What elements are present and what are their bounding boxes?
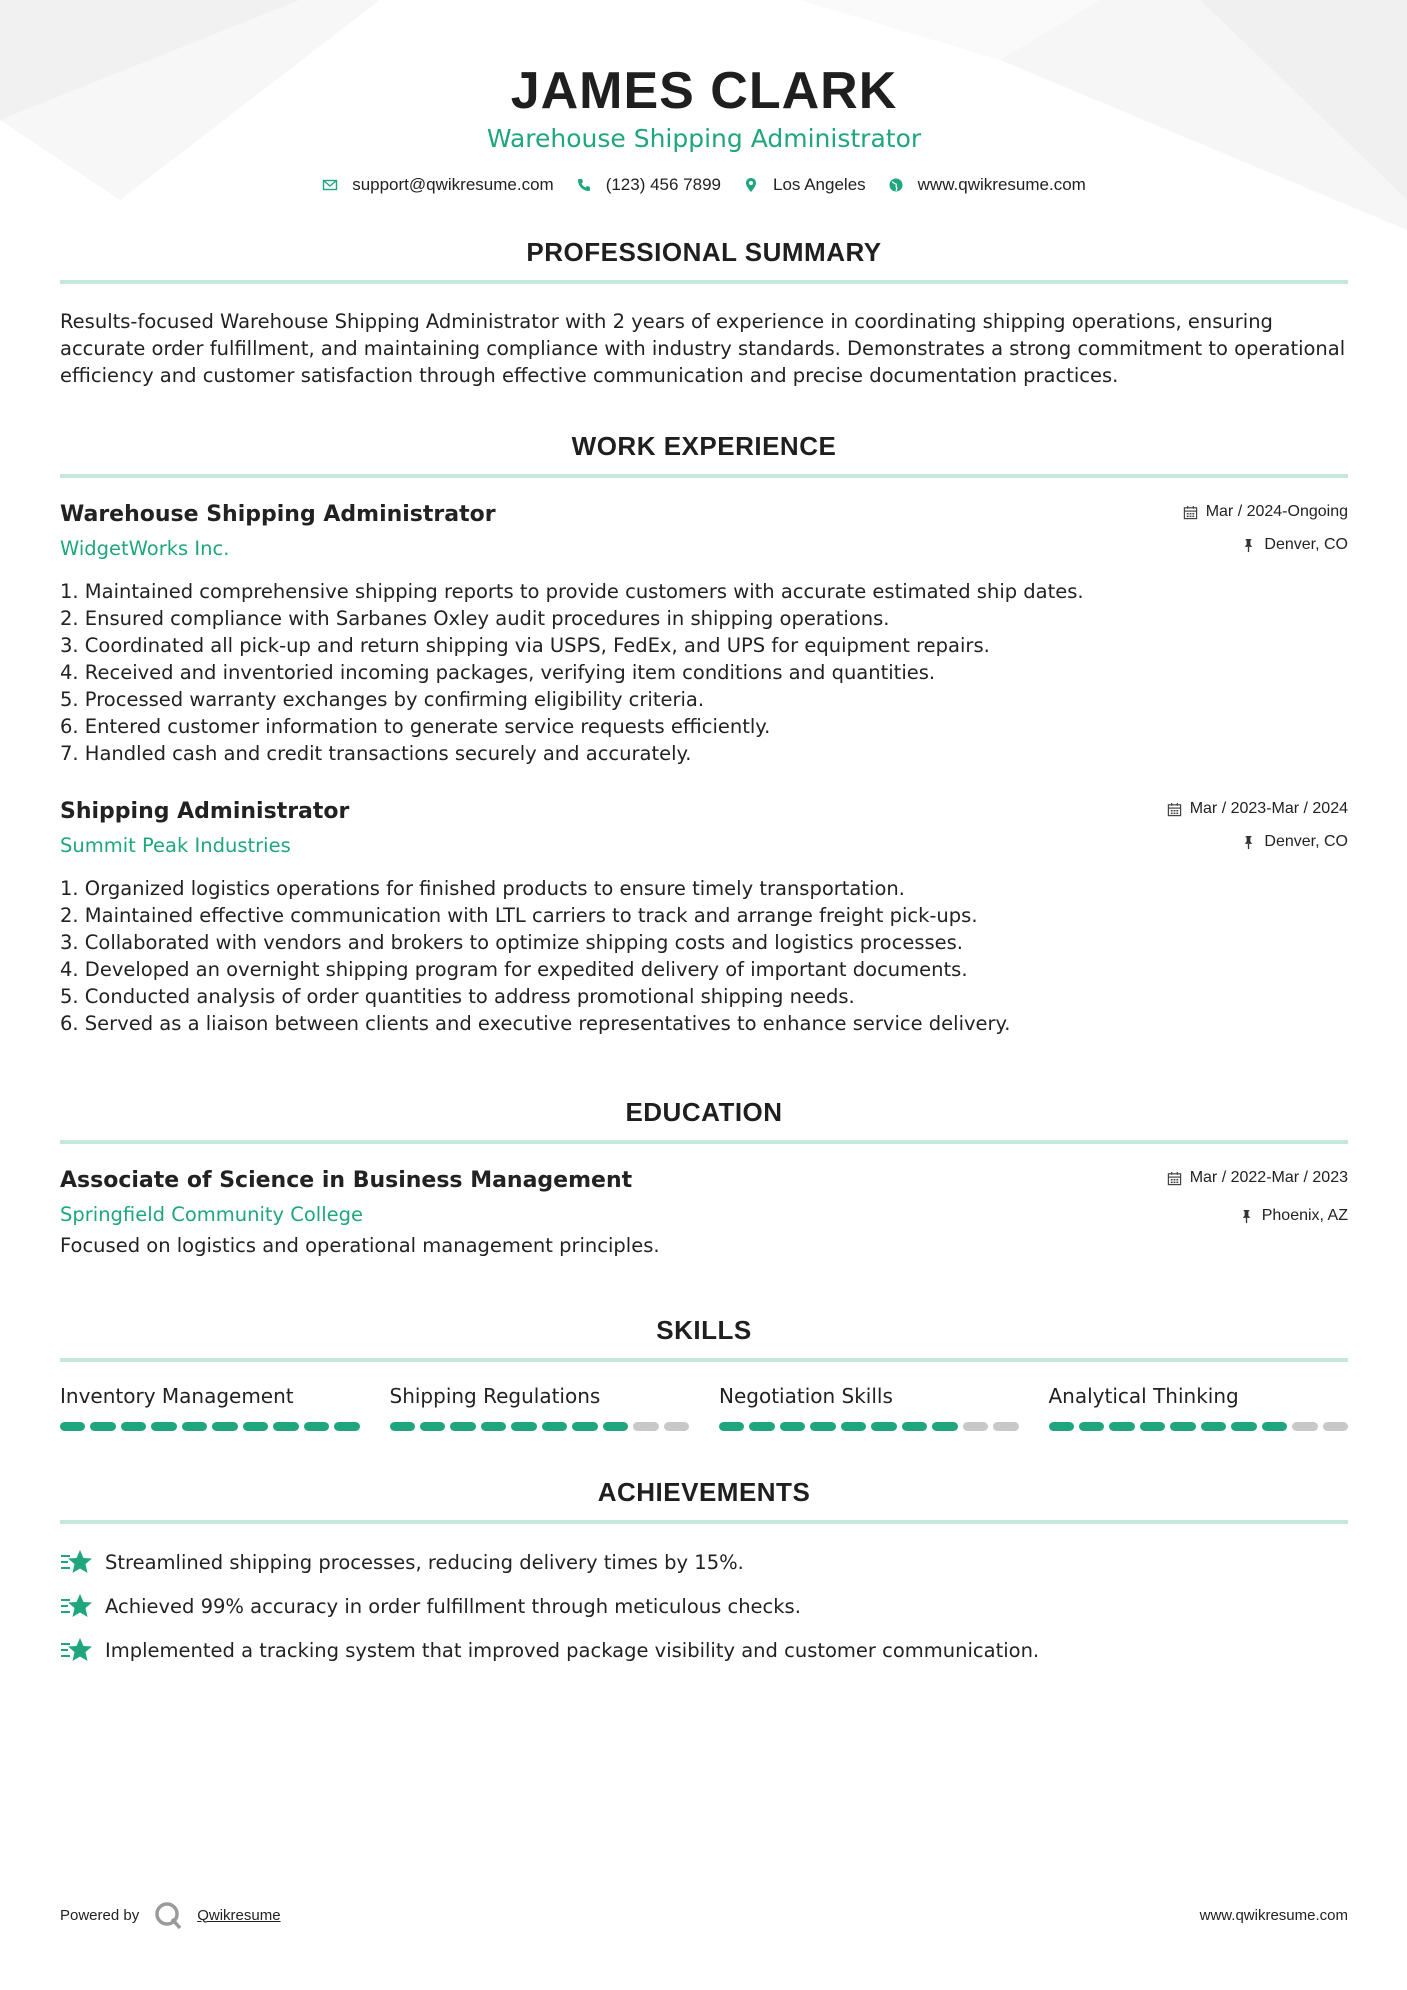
resume-header	[60, 0, 1348, 195]
list-item: 4. Developed an overnight shipping program for expedited delivery of important documents.	[60, 958, 968, 981]
map-marker-icon	[743, 177, 759, 193]
calendar-icon	[1167, 1171, 1182, 1186]
skill-segment-filled	[390, 1422, 415, 1431]
skill-segment-filled	[90, 1422, 115, 1431]
star-badge-icon	[60, 1636, 93, 1664]
email-text: support@qwikresume.com	[352, 175, 554, 194]
achievement-item	[60, 1548, 1348, 1576]
globe-icon	[888, 177, 904, 193]
skill-level-bar	[719, 1422, 1019, 1431]
job-location-text: Denver, CO	[1264, 536, 1348, 553]
job-bullets	[60, 875, 1348, 1037]
skill-segment-empty	[633, 1422, 658, 1431]
skill-segment-filled	[932, 1422, 957, 1431]
education-location-text: Phoenix, AZ	[1261, 1207, 1348, 1224]
page-footer	[60, 1900, 1348, 1930]
footer-website[interactable]: www.qwikresume.com	[1199, 1906, 1348, 1924]
candidate-role: Warehouse Shipping Administrator	[486, 124, 922, 153]
school-name: Springfield Community College	[60, 1203, 364, 1226]
job-dates-text: Mar / 2024-Ongoing	[1205, 503, 1348, 520]
skill-segment-filled	[121, 1422, 146, 1431]
skill-item	[390, 1384, 690, 1431]
skill-segment-filled	[871, 1422, 896, 1431]
skill-segment-filled	[1079, 1422, 1104, 1431]
skill-level-bar	[390, 1422, 690, 1431]
contact-location	[743, 175, 866, 195]
achievement-text: Streamlined shipping processes, reducing delivery times by 15%.	[105, 1550, 744, 1574]
skill-segment-filled	[572, 1422, 597, 1431]
skill-segment-filled	[60, 1422, 85, 1431]
pin-icon	[1241, 835, 1256, 850]
summary-section	[60, 237, 1348, 389]
experience-section	[60, 431, 1348, 1037]
list-item: 6. Served as a liaison between clients and executive representatives to enhance service delivery.	[60, 1012, 1011, 1035]
skill-segment-filled	[511, 1422, 536, 1431]
skill-segment-filled	[719, 1422, 744, 1431]
list-item: 3. Collaborated with vendors and brokers to optimize shipping costs and logistics processes.	[60, 931, 963, 954]
skill-segment-filled	[151, 1422, 176, 1431]
list-item: 3. Coordinated all pick-up and return shipping via USPS, FedEx, and UPS for equipment repairs.	[60, 634, 990, 657]
list-item: 7. Handled cash and credit transactions securely and accurately.	[60, 742, 692, 765]
contact-bar	[60, 175, 1348, 195]
achievements-section	[60, 1477, 1348, 1664]
skill-segment-filled	[1231, 1422, 1256, 1431]
skill-name: Shipping Regulations	[389, 1384, 601, 1408]
skill-segment-filled	[902, 1422, 927, 1431]
skill-segment-empty	[1323, 1422, 1348, 1431]
education-dates-text: Mar / 2022-Mar / 2023	[1189, 1169, 1348, 1186]
skill-segment-filled	[273, 1422, 298, 1431]
skill-segment-filled	[1170, 1422, 1195, 1431]
skill-name: Negotiation Skills	[719, 1384, 893, 1408]
job-location	[1167, 832, 1348, 852]
contact-website[interactable]	[888, 175, 1086, 195]
company-name: Summit Peak Industries	[60, 834, 291, 857]
skill-segment-empty	[664, 1422, 689, 1431]
job-bullets	[60, 578, 1348, 767]
skill-segment-filled	[780, 1422, 805, 1431]
job-entry	[60, 502, 1348, 767]
company-name: WidgetWorks Inc.	[60, 537, 230, 560]
location-text: Los Angeles	[773, 175, 866, 194]
skill-name: Inventory Management	[60, 1384, 294, 1408]
education-description: Focused on logistics and operational management principles.	[60, 1234, 660, 1257]
calendar-icon	[1183, 505, 1198, 520]
candidate-name: JAMES CLARK	[510, 62, 898, 120]
education-dates	[1167, 1168, 1348, 1188]
education-location	[1167, 1206, 1348, 1226]
list-item: 5. Conducted analysis of order quantities to address promotional shipping needs.	[60, 985, 855, 1008]
website-text: www.qwikresume.com	[917, 175, 1086, 194]
phone-icon	[576, 177, 592, 193]
qwikresume-link[interactable]: Qwikresume	[197, 1906, 281, 1924]
skill-segment-empty	[993, 1422, 1018, 1431]
skill-segment-filled	[603, 1422, 628, 1431]
job-location-text: Denver, CO	[1264, 833, 1348, 850]
envelope-icon	[322, 177, 338, 193]
pin-icon	[1241, 538, 1256, 553]
qwikresume-logo-icon	[153, 1900, 183, 1930]
resume-page	[60, 0, 1348, 1664]
achievements-list	[60, 1548, 1348, 1664]
job-dates-text: Mar / 2023-Mar / 2024	[1189, 800, 1348, 817]
education-title: EDUCATION	[625, 1097, 783, 1127]
contact-email[interactable]	[322, 175, 554, 195]
job-dates	[1183, 502, 1348, 522]
list-item: 6. Entered customer information to generate service requests efficiently.	[60, 715, 771, 738]
section-divider	[60, 474, 1348, 478]
skill-segment-filled	[481, 1422, 506, 1431]
skill-segment-filled	[1201, 1422, 1226, 1431]
skill-segment-filled	[1140, 1422, 1165, 1431]
skill-segment-empty	[1292, 1422, 1317, 1431]
experience-title: WORK EXPERIENCE	[571, 431, 837, 461]
contact-phone[interactable]	[576, 175, 721, 195]
powered-by-label: Powered by	[60, 1906, 140, 1924]
achievement-text: Achieved 99% accuracy in order fulfillment through meticulous checks.	[105, 1594, 801, 1618]
list-item: 2. Maintained effective communication with LTL carriers to track and arrange freight pick-ups.	[60, 904, 978, 927]
skill-level-bar	[1049, 1422, 1349, 1431]
skill-segment-filled	[1049, 1422, 1074, 1431]
pin-icon	[1239, 1209, 1254, 1224]
skill-segment-filled	[1109, 1422, 1134, 1431]
skill-item	[719, 1384, 1019, 1431]
skills-list	[60, 1384, 1348, 1431]
skill-segment-filled	[243, 1422, 268, 1431]
skill-item	[1049, 1384, 1349, 1431]
calendar-icon	[1167, 802, 1182, 817]
skill-segment-filled	[450, 1422, 475, 1431]
phone-text: (123) 456 7899	[605, 175, 722, 194]
skill-name: Analytical Thinking	[1048, 1384, 1239, 1408]
skill-segment-filled	[304, 1422, 329, 1431]
summary-title: PROFESSIONAL SUMMARY	[526, 237, 882, 267]
skill-segment-filled	[212, 1422, 237, 1431]
job-location	[1183, 535, 1348, 555]
section-divider	[60, 1520, 1348, 1524]
education-entry	[60, 1168, 1348, 1257]
job-title: Warehouse Shipping Administrator	[60, 502, 496, 527]
achievement-text: Implemented a tracking system that improved package visibility and customer communication.	[105, 1638, 1040, 1662]
skills-section	[60, 1315, 1348, 1431]
list-item: 4. Received and inventoried incoming packages, verifying item conditions and quantities.	[60, 661, 936, 684]
achievements-title: ACHIEVEMENTS	[597, 1477, 811, 1507]
summary-text: Results-focused Warehouse Shipping Administrator with 2 years of experience in coordinating shipping operations, ensuring accurate order fulfillment, and maintaining compliance with industry standards. Demonstrates a strong commitment to operational efficiency and customer satisfaction through effective communication and precise documentation practices.	[60, 310, 1346, 387]
section-divider	[60, 280, 1348, 284]
list-item: 5. Processed warranty exchanges by confirming eligibility criteria.	[60, 688, 705, 711]
degree-title: Associate of Science in Business Management	[60, 1168, 633, 1193]
section-divider	[60, 1358, 1348, 1362]
skills-title: SKILLS	[656, 1315, 752, 1345]
skill-segment-filled	[749, 1422, 774, 1431]
achievement-item	[60, 1636, 1348, 1664]
star-badge-icon	[60, 1548, 93, 1576]
skill-segment-filled	[542, 1422, 567, 1431]
list-item: 1. Maintained comprehensive shipping reports to provide customers with accurate estimated ship dates.	[60, 580, 1084, 603]
skill-segment-filled	[1262, 1422, 1287, 1431]
skill-item	[60, 1384, 360, 1431]
skill-segment-filled	[810, 1422, 835, 1431]
job-title: Shipping Administrator	[60, 799, 350, 824]
skill-segment-filled	[334, 1422, 359, 1431]
education-section	[60, 1097, 1348, 1257]
section-divider	[60, 1140, 1348, 1144]
skill-level-bar	[60, 1422, 360, 1431]
list-item: 2. Ensured compliance with Sarbanes Oxley audit procedures in shipping operations.	[60, 607, 890, 630]
skill-segment-filled	[420, 1422, 445, 1431]
list-item: 1. Organized logistics operations for finished products to ensure timely transportation.	[60, 877, 905, 900]
achievement-item	[60, 1592, 1348, 1620]
job-entry	[60, 799, 1348, 1037]
skill-segment-filled	[841, 1422, 866, 1431]
star-badge-icon	[60, 1592, 93, 1620]
job-dates	[1167, 799, 1348, 819]
skill-segment-filled	[182, 1422, 207, 1431]
skill-segment-empty	[963, 1422, 988, 1431]
